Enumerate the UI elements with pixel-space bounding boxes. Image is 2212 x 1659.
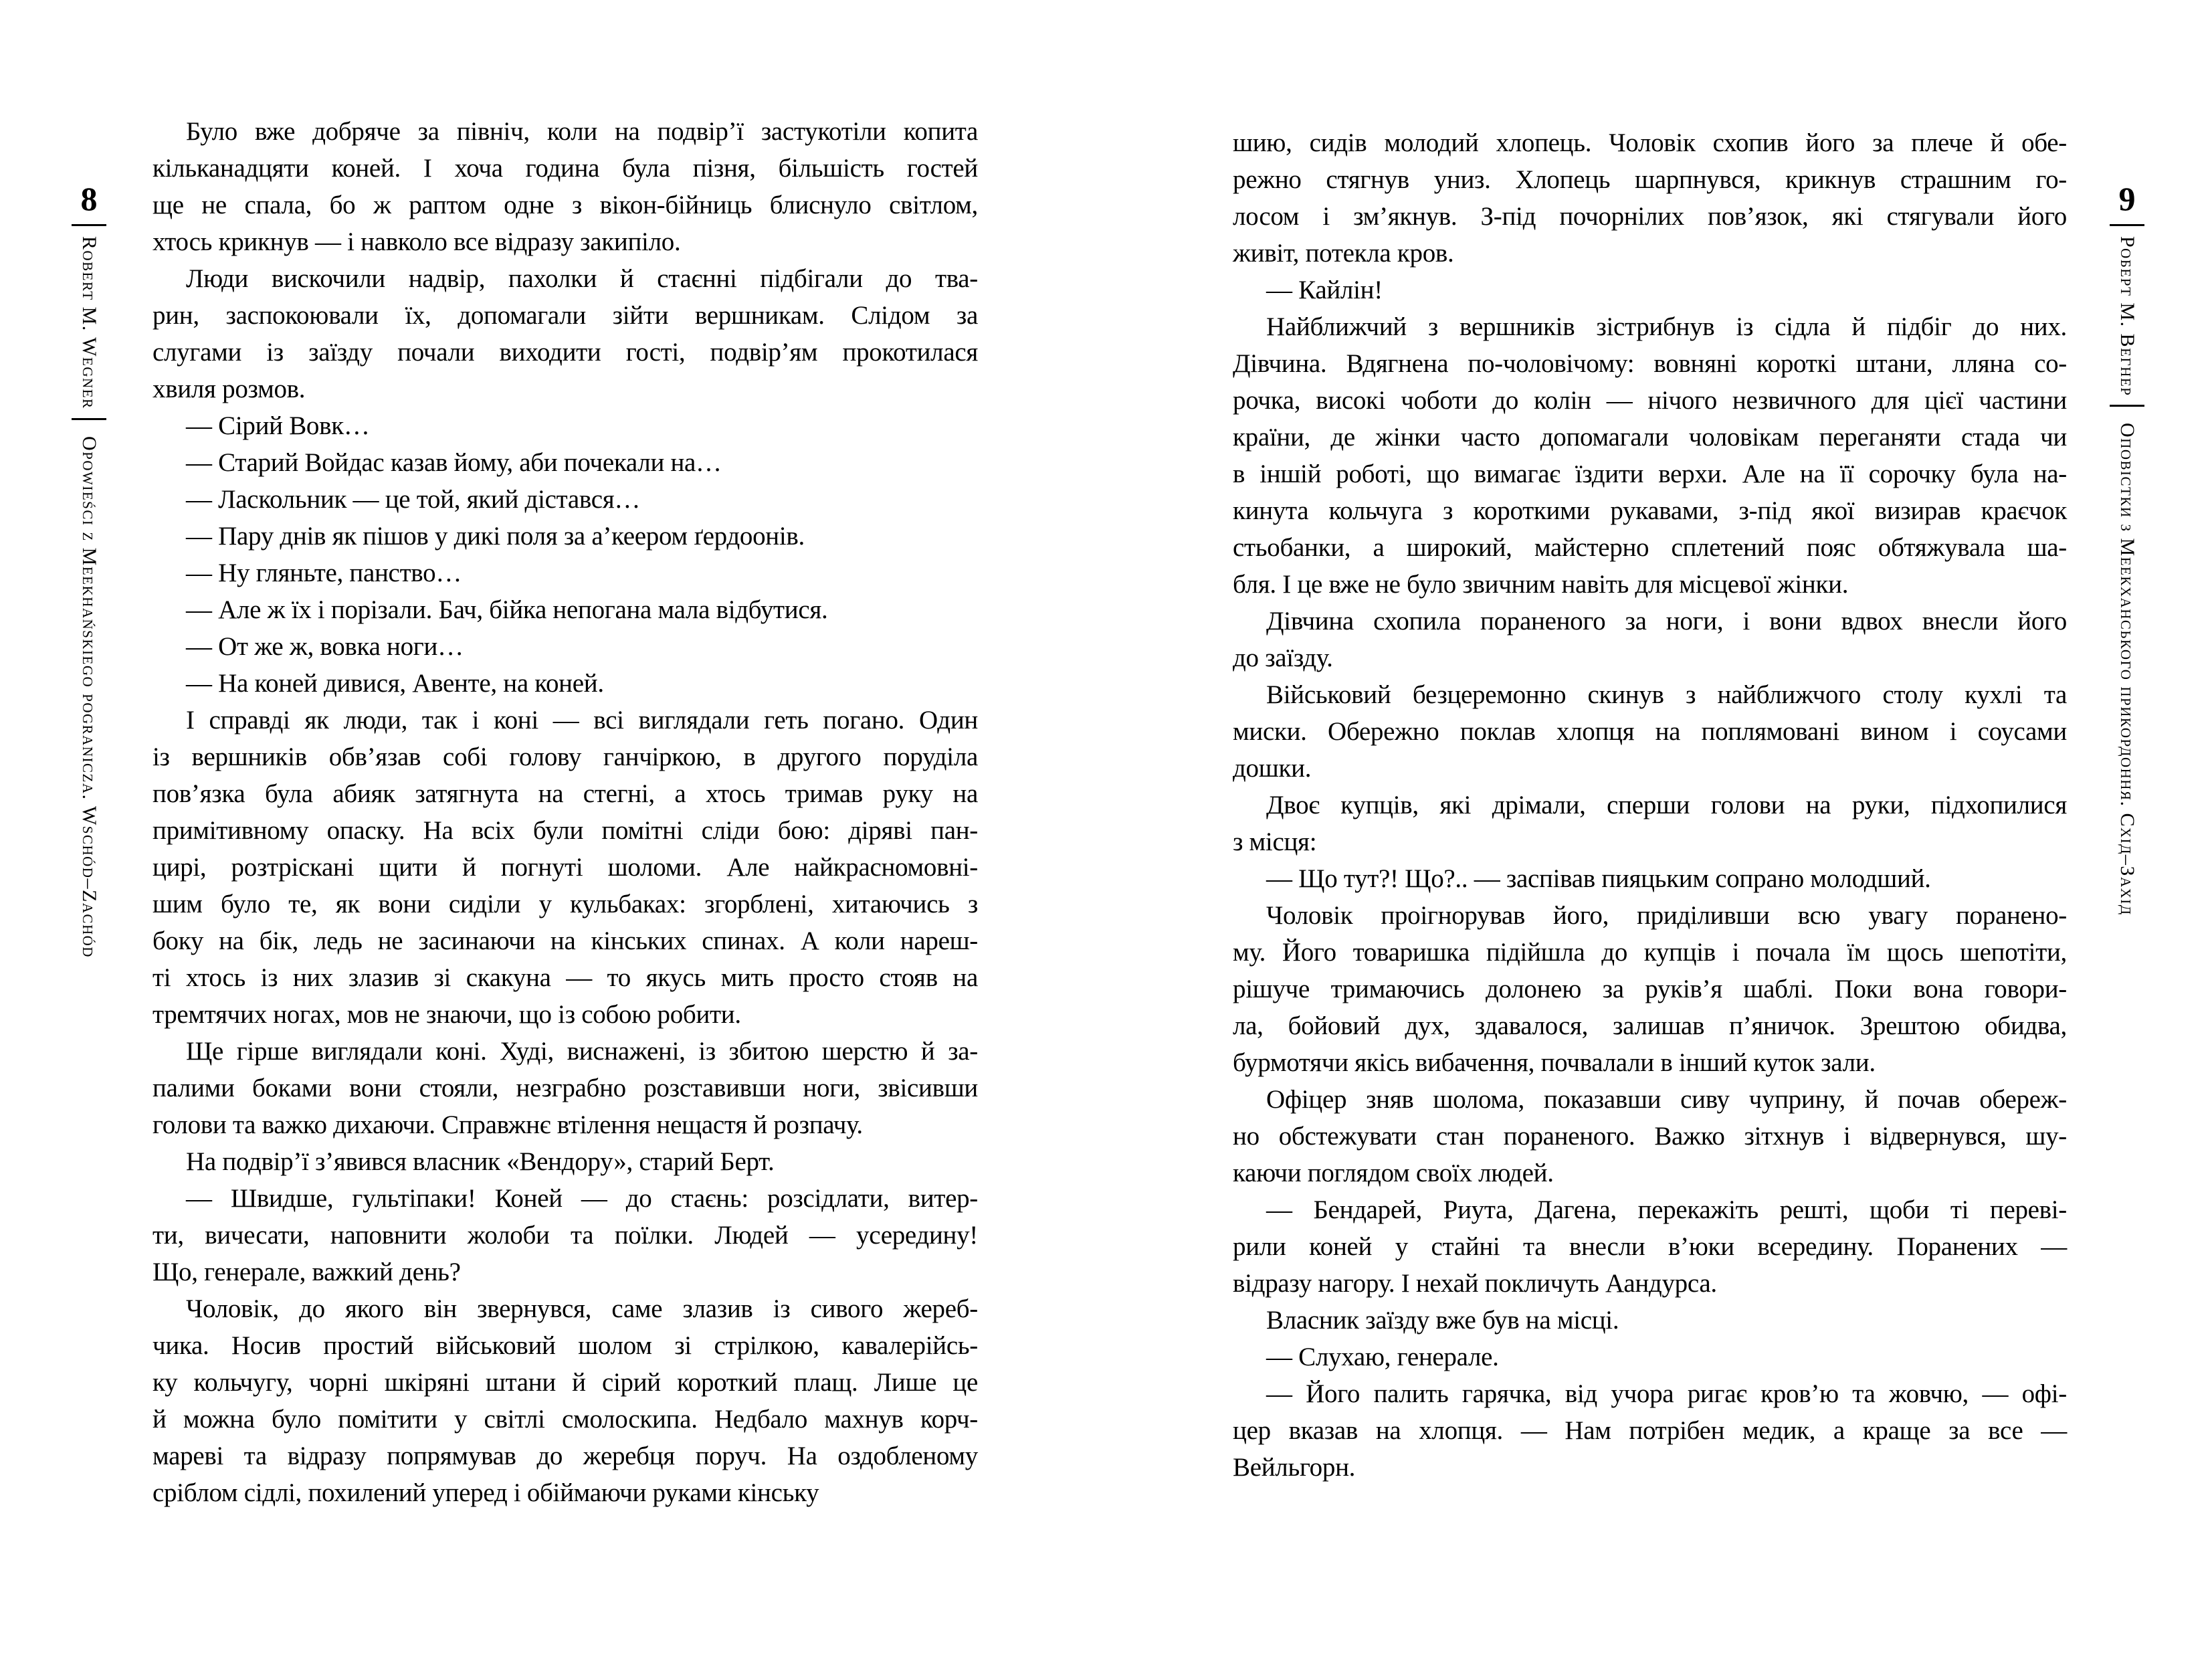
text-line: хвиля розмов. [153, 375, 306, 403]
text-line: режно стягнув униз. Хлопець шарпнувся, крикнув страшним го- [1233, 165, 2067, 194]
page-number-right: 9 [2118, 180, 2136, 217]
text-line: каючи поглядом своїх людей. [1233, 1159, 1554, 1187]
text-line: — Слухаю, генерале. [1266, 1343, 1499, 1371]
left-page-text [153, 113, 978, 1511]
text-line: Військовий безцеремонно скинув з найближчого столу кухлі та [1266, 680, 2067, 709]
running-title-left: Opowieści z Meekhańskiego pogranicza. Wschód–Zachód [78, 435, 100, 958]
text-line: пов’язка була абияк затягнута на стегні, а хтось тримав руку на [153, 779, 978, 808]
text-line: — Швидше, гультіпаки! Коней — до стаєнь: розсідлати, витер- [186, 1184, 978, 1213]
text-line: стьобанки, а широкий, майстерно сплетений пояс обтяжувала ша- [1233, 533, 2067, 562]
text-line: цер вказав на хлопця. — Нам потрібен медик, а краще за все — [1233, 1416, 2067, 1445]
text-line: слугами із заїзду почали виходити гості, подвір’ям прокотилася [153, 338, 978, 367]
text-line: боку на бік, ледь не засинаючи на кінських спинах. А коли нареш- [153, 926, 978, 955]
text-line: живіт, потекла кров. [1233, 239, 1454, 268]
text-line: ті хтось із них злазив зі скакуна — то якусь мить просто стояв на [153, 963, 978, 992]
text-line: Двоє купців, які дрімали, сперши голови на руки, підхопилися [1266, 791, 2067, 819]
margin-divider [72, 418, 106, 420]
text-line: бурмотячи якісь вибачення, почвалали в інший куток зали. [1233, 1048, 1876, 1077]
text-line: до заїзду. [1233, 644, 1333, 672]
text-line: — Його палить гарячка, від учора ригає кров’ю та жовчю, — офі- [1266, 1379, 2067, 1408]
page-number-left: 8 [80, 180, 98, 217]
text-line: ла, бойовий дух, здавалося, залишав п’яничок. Зрештою обидва, [1233, 1011, 2067, 1040]
text-line: й можна було помітити у світлі смолоскипа. Недбало махнув корч- [153, 1405, 978, 1434]
text-line: Вейльгорн. [1233, 1453, 1356, 1482]
margin-divider [2110, 224, 2144, 226]
text-line: рішуче тримаючись долонею за руків’я шаблі. Поки вона говори- [1233, 975, 2067, 1003]
text-line: но обстежувати стан пораненого. Важко зітхнув і відвернувся, шу- [1233, 1122, 2067, 1151]
text-line: — Кайлін! [1266, 276, 1383, 304]
right-page-text [1233, 124, 2067, 1486]
text-line: му. Його товаришка підійшла до купців і почала їм щось шепотіти, [1233, 938, 2067, 967]
running-title-right: Оповістки з Меекханського прикордоння. Схід–Захід [2116, 423, 2138, 916]
left-page-margin [69, 182, 109, 957]
text-line: Ще гірше виглядали коні. Худі, виснажені, із збитою шерстю й за- [186, 1037, 978, 1066]
text-line: країни, де жінки часто допомагали чоловікам переганяти стада чи [1233, 423, 2067, 452]
text-line: Що, генерале, важкий день? [153, 1258, 461, 1286]
text-line: — Ласкольник — це той, який дістався… [186, 485, 641, 514]
text-line: ще не спала, бо ж раптом одне з вікон-бійниць блиснуло світлом, [153, 191, 978, 219]
text-line: хтось крикнув — і навколо все відразу закипіло. [153, 227, 681, 256]
text-line: чика. Носив простий військовий шолом зі стрілкою, кавалерійсь- [153, 1331, 978, 1360]
text-line: І справді як люди, так і коні — всі виглядали геть погано. Один [186, 706, 978, 735]
text-line: — Сірий Вовк… [186, 411, 370, 440]
text-line: рин, заспокоювали їх, допомагали зійти вершникам. Слідом за [153, 301, 978, 330]
text-line: — Але ж їх і порізали. Бач, бійка непогана мала відбутися. [186, 595, 828, 624]
text-line: Чоловік проігнорував його, приділивши всю увагу поранено- [1266, 901, 2067, 930]
text-line: На подвір’ї з’явився власник «Вендору», старий Берт. [186, 1147, 775, 1176]
text-line: Чоловік, до якого він звернувся, саме злазив із сивого жереб- [186, 1294, 978, 1323]
text-line: із вершників обв’язав собі голову ганчіркою, в другого поруділа [153, 743, 978, 771]
text-line: — Ну гляньте, панство… [186, 559, 462, 587]
text-line: з місця: [1233, 827, 1317, 856]
text-line: кинута кольчуга з короткими рукавами, з-під якої визирав краєчок [1233, 496, 2067, 525]
running-author-left: Robert M. Wegner [78, 236, 100, 409]
text-line: — Що тут?! Що?.. — заспівав пияцьким сопрано молодший. [1266, 864, 1931, 893]
text-line: — Старий Войдас казав йому, аби почекали на… [186, 448, 722, 477]
margin-divider [2110, 405, 2144, 407]
text-line: палими боками вони стояли, незграбно розставивши ноги, звісивши [153, 1074, 978, 1102]
text-line: Дівчина. Вдягнена по-чоловічому: вовняні короткі штани, лляна со- [1233, 349, 2067, 378]
text-line: кільканадцяти коней. І хоча година була пізня, більшість гостей [153, 154, 978, 183]
text-line: Було вже добряче за північ, коли на подвір’ї застукотіли копита [186, 117, 978, 146]
text-line: відразу нагору. І нехай покличуть Аандурса. [1233, 1269, 1717, 1298]
text-line: голови та важко дихаючи. Справжнє втілення нещастя й розпачу. [153, 1110, 863, 1139]
text-line: миски. Обережно поклав хлопця на поплямовані вином і соусами [1233, 717, 2067, 746]
text-line: — От же ж, вовка ноги… [186, 632, 464, 661]
text-line: Офіцер зняв шолома, показавши сиву чуприну, й почав обереж- [1266, 1085, 2067, 1114]
text-line: — Пару днів як пішов у дикі поля за а’кеером ґердоонів. [186, 522, 805, 551]
running-author-right: Роберт М. Вегнер [2116, 236, 2138, 397]
text-line: лосом і зм’якнув. З-під почорнілих пов’язок, які стягували його [1233, 202, 2067, 231]
text-line: Люди вискочили надвір, пахолки й стаєнні підбігали до тва- [186, 264, 978, 293]
text-line: мареві та відразу попрямував до жеребця поруч. На оздобленому [153, 1442, 978, 1470]
text-line: тремтячих ногах, мов не знаючи, що із собою робити. [153, 1000, 741, 1029]
text-line: — Бендарей, Риута, Дагена, перекажіть решті, щоби ті переві- [1266, 1195, 2067, 1224]
text-line: в іншій роботі, що вимагає їздити верхи. Але на її сорочку була на- [1233, 460, 2067, 488]
text-line: ку кольчугу, чорні шкіряні штани й сірий короткий плащ. Лише це [153, 1368, 978, 1397]
text-line: дошки. [1233, 754, 1312, 783]
text-line: примітивному опаску. На всіх були помітні сліди бою: діряві пан- [153, 816, 978, 845]
text-line: рочка, високі чоботи до колін — нічого незвичного для цієї частини [1233, 386, 2067, 415]
text-line: шим було те, як вони сиділи у кульбаках: згорблені, хитаючись з [153, 890, 978, 918]
right-page-margin [2107, 182, 2147, 916]
text-line: — На коней дивися, Авенте, на коней. [186, 669, 604, 698]
margin-divider [72, 224, 106, 226]
text-line: рили коней у стайні та внесли в’юки всередину. Поранених — [1233, 1232, 2067, 1261]
text-line: ти, вичесати, наповнити жолоби та поїлки. Людей — усередину! [153, 1221, 978, 1250]
text-line: шию, сидів молодий хлопець. Чоловік схопив його за плече й обе- [1233, 128, 2067, 157]
text-line: Дівчина схопила пораненого за ноги, і вони вдвох внесли його [1266, 607, 2067, 636]
text-line: бля. І це вже не було звичним навіть для місцевої жінки. [1233, 570, 1849, 599]
text-line: цирі, розтріскані щити й погнуті шоломи. Але найкрасномовні- [153, 853, 978, 882]
text-line: сріблом сідлі, похилений уперед і обіймаючи руками кінську [153, 1478, 819, 1507]
text-line: Власник заїзду вже був на місці. [1266, 1306, 1619, 1335]
text-line: Найближчий з вершників зістрибнув із сідла й підбіг до них. [1266, 312, 2067, 341]
